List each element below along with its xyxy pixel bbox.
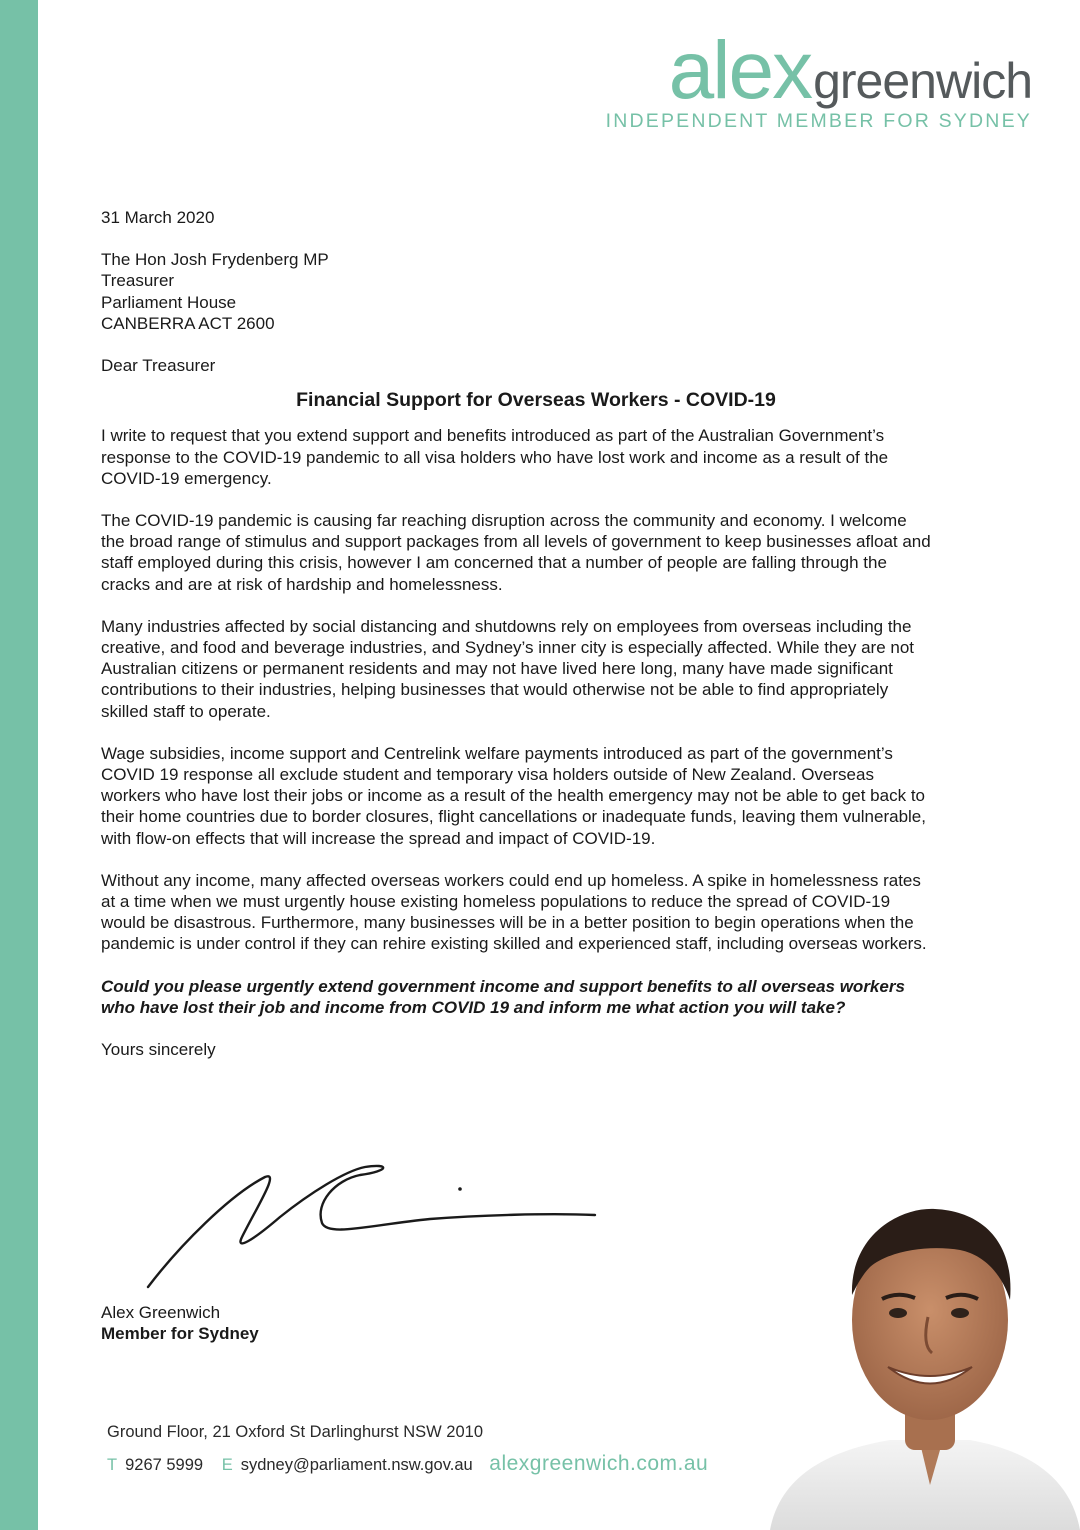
address-line: Parliament House [101,292,237,312]
website-link: alexgreenwich.com.au [489,1452,709,1475]
logo-last-name: greenwich [813,53,1032,109]
recipient-address [101,249,931,334]
portrait-photo [770,1195,1080,1530]
letter-date: 31 March 2020 [101,208,215,227]
email-address: sydney@parliament.nsw.gov.au [240,1456,473,1474]
paragraph: I write to request that you extend support and benefits introduced as part of the Australian Government’s response to the COVID-19 pandemic to all visa holders who have lost work and income as a result of the COVID-19 emergency. [101,426,889,488]
signer-role: Member for Sydney [101,1324,259,1344]
logo-wordmark [606,25,1032,116]
email-label: E [221,1456,233,1474]
logo [605,25,1032,133]
closing: Yours sincerely [101,1040,216,1060]
phone-number: 9267 5999 [125,1456,204,1474]
paragraph: Many industries affected by social distancing and shutdowns rely on employees from overseas including the creative, and food and beverage industries, and Sydney’s inner city is especially affected. While they are not Australian citizens or permanent residents and may not have lived here long, many have made significant contributions to their industries, helping businesses that would otherwise not be able to find appropriately skilled staff to operate. [101,616,915,721]
address-line: Treasurer [101,271,175,291]
footer-address: Ground Floor, 21 Oxford St Darlinghurst NSW 2010 [107,1423,484,1441]
paragraph: Wage subsidies, income support and Centrelink welfare payments introduced as part of the government’s COVID 19 response all exclude student and temporary visa holders outside of New Zealand. Overseas workers who have lost their jobs or income as a result of the health emergency may not be able to get back to their home countries due to border closures, flight cancellations or inadequate funds, leaving them vulnerable, with flow-on effects that will increase the spread and impact of COVID-19. [101,743,926,848]
letter-body [101,207,931,1060]
phone-label: T [107,1456,118,1474]
signature [140,1145,610,1295]
signer-name: Alex Greenwich [101,1303,221,1322]
side-accent-bar [0,0,38,1530]
footer [107,1423,708,1476]
salutation: Dear Treasurer [101,356,216,376]
address-line: The Hon Josh Frydenberg MP [101,250,329,270]
request-paragraph: Could you please urgently extend government income and support benefits to all overseas workers who have lost their job and income from COVID 19 and inform me what action you will take? [101,976,905,1017]
logo-tagline: INDEPENDENT MEMBER FOR SYDNEY [605,110,1032,132]
signer-block [101,1302,259,1344]
address-line: CANBERRA ACT 2600 [101,313,275,333]
letter-subject: Financial Support for Overseas Workers - COVID-19 [296,389,776,412]
logo-first-name: alex [668,25,812,116]
paragraph: The COVID-19 pandemic is causing far reaching disruption across the community and economy. I welcome the broad range of stimulus and support packages from all levels of government to keep businesses afloat and staff employed during this crisis, however I am concerned that a number of people are falling through the cracks and are at risk of hardship and homelessness. [101,511,931,594]
footer-contacts [107,1452,708,1476]
paragraph: Without any income, many affected overseas workers could end up homeless. A spike in homelessness rates at a time when we must urgently house existing homeless populations to reduce the spread of COVID-19 would be disastrous. Furthermore, many businesses will be in a better position to begin operations when the pandemic is under control if they can rehire existing skilled and experienced staff, including overseas workers. [101,870,927,954]
